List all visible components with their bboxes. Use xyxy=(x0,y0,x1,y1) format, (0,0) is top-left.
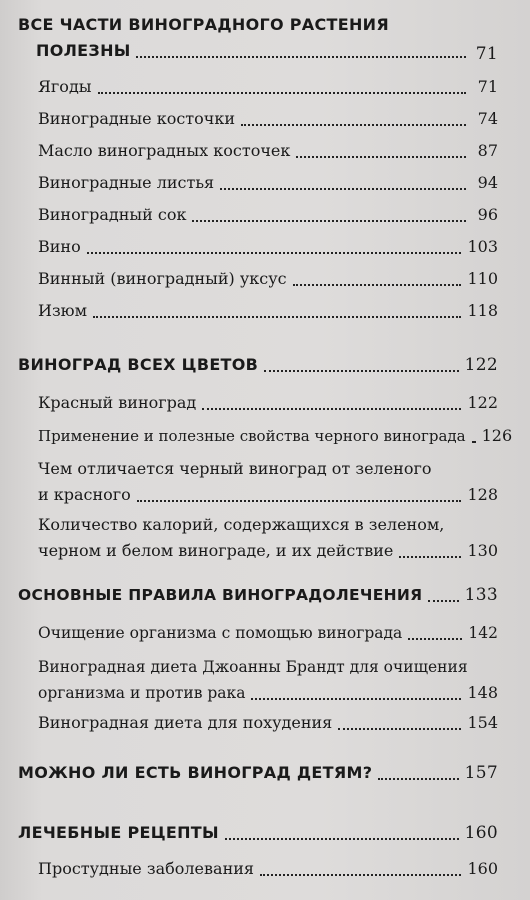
toc-section-entry[interactable] xyxy=(18,352,498,378)
toc-entry-title: Вино xyxy=(38,237,81,256)
toc-page-number: 160 xyxy=(467,859,498,878)
toc-subsection-entry[interactable] xyxy=(38,170,498,196)
toc-subsection-entry[interactable] xyxy=(38,138,498,164)
toc-entry-title: и красного xyxy=(38,485,131,504)
toc-subsection-entry[interactable] xyxy=(38,423,513,449)
toc-section-entry[interactable] xyxy=(18,760,498,786)
dot-leader xyxy=(264,370,458,372)
toc-entry-title: Виноградная диета Джоанны Брандт для очищения xyxy=(38,658,468,676)
toc-section-entry[interactable] xyxy=(18,820,498,846)
toc-subsection-entry[interactable] xyxy=(38,512,498,564)
dot-leader xyxy=(399,556,461,558)
dot-leader xyxy=(378,778,458,780)
toc-page-number: 110 xyxy=(467,269,498,288)
dot-leader xyxy=(202,408,461,410)
toc-subsection-entry[interactable] xyxy=(38,456,498,508)
toc-entry-title: Изюм xyxy=(38,301,88,320)
toc-entry-title: Количество калорий, содержащихся в зеленом, xyxy=(38,515,445,534)
toc-page-number: 122 xyxy=(467,393,498,412)
toc-leader-row xyxy=(130,38,498,64)
dot-leader xyxy=(472,441,476,443)
toc-page-number: 154 xyxy=(467,713,498,732)
dot-leader xyxy=(241,124,466,126)
toc-entry-title: организма и против рака xyxy=(38,684,246,702)
toc-subsection-entry[interactable] xyxy=(38,202,498,228)
toc-entry-title: Чем отличается черный виноград от зеленого xyxy=(38,459,432,478)
toc-entry-title: ЛЕЧЕБНЫЕ РЕЦЕПТЫ xyxy=(18,823,219,842)
toc-entry-title: Виноградный сок xyxy=(38,205,187,224)
toc-page-number: 87 xyxy=(477,141,498,160)
toc-subsection-entry[interactable] xyxy=(38,856,498,882)
toc-entry-title: Ягоды xyxy=(38,77,92,96)
dot-leader xyxy=(137,500,462,502)
dot-leader xyxy=(260,874,461,876)
dot-leader xyxy=(93,316,461,318)
dot-leader xyxy=(225,838,459,840)
toc-page-number: 94 xyxy=(477,173,498,192)
toc-entry-title: Красный виноград xyxy=(38,393,197,412)
toc-subsection-entry[interactable] xyxy=(38,710,498,736)
toc-section-entry[interactable] xyxy=(18,582,498,608)
toc-page-number: 71 xyxy=(475,44,498,64)
toc-page-number: 157 xyxy=(464,763,498,783)
toc-page-number: 130 xyxy=(467,541,498,560)
dot-leader xyxy=(408,638,462,640)
toc-subsection-entry[interactable] xyxy=(38,74,498,100)
toc-subsection-entry[interactable] xyxy=(38,266,498,292)
toc-entry-title: ОСНОВНЫЕ ПРАВИЛА ВИНОГРАДОЛЕЧЕНИЯ xyxy=(18,586,423,604)
toc-entry-title: ВСЕ ЧАСТИ ВИНОГРАДНОГО РАСТЕНИЯ xyxy=(18,15,389,34)
toc-page-number: 96 xyxy=(477,205,498,224)
toc-page-number: 128 xyxy=(467,485,498,504)
dot-leader xyxy=(251,698,461,700)
toc-entry-title: Простудные заболевания xyxy=(38,859,254,878)
toc-entry-title: Винный (виноградный) уксус xyxy=(38,269,287,288)
toc-entry-title: Масло виноградных косточек xyxy=(38,141,291,160)
toc-page-number: 71 xyxy=(477,77,498,96)
toc-subsection-entry[interactable] xyxy=(38,234,498,260)
toc-entry-title: черном и белом винограде, и их действие xyxy=(38,541,394,560)
toc-page-number: 103 xyxy=(467,237,498,256)
dot-leader xyxy=(428,600,458,602)
toc-subsection-entry[interactable] xyxy=(38,106,498,132)
toc-page-number: 122 xyxy=(464,355,498,375)
dot-leader xyxy=(220,188,466,190)
dot-leader xyxy=(87,252,462,254)
dot-leader xyxy=(293,284,462,286)
toc-entry-title: МОЖНО ЛИ ЕСТЬ ВИНОГРАД ДЕТЯМ? xyxy=(18,763,373,782)
toc-entry-title: Виноградные листья xyxy=(38,173,215,192)
toc-subsection-entry[interactable] xyxy=(38,298,498,324)
toc-entry-title: ПОЛЕЗНЫ xyxy=(36,41,131,60)
toc-entry-title: Очищение организма с помощью винограда xyxy=(38,624,403,642)
toc-page-number: 160 xyxy=(464,823,498,843)
toc-page-number: 118 xyxy=(467,301,498,320)
toc-entry-title: Виноградные косточки xyxy=(38,109,236,128)
dot-leader xyxy=(98,92,466,94)
toc-subsection-entry[interactable] xyxy=(38,620,498,646)
toc-subsection-entry[interactable] xyxy=(38,390,498,416)
dot-leader xyxy=(136,56,466,58)
toc-page-number: 126 xyxy=(481,426,513,445)
toc-entry-title: ВИНОГРАД ВСЕХ ЦВЕТОВ xyxy=(18,355,259,374)
toc-page-number: 148 xyxy=(467,683,498,702)
dot-leader xyxy=(296,156,466,158)
dot-leader xyxy=(338,728,461,730)
toc-entry-title: Применение и полезные свойства черного винограда xyxy=(38,427,466,445)
toc-subsection-entry[interactable] xyxy=(38,654,498,706)
toc-page-number: 74 xyxy=(477,109,498,128)
toc-page-number: 133 xyxy=(464,585,498,605)
dot-leader xyxy=(192,220,466,222)
toc-entry-title: Виноградная диета для похудения xyxy=(38,713,333,732)
toc-page-number: 142 xyxy=(468,624,498,642)
